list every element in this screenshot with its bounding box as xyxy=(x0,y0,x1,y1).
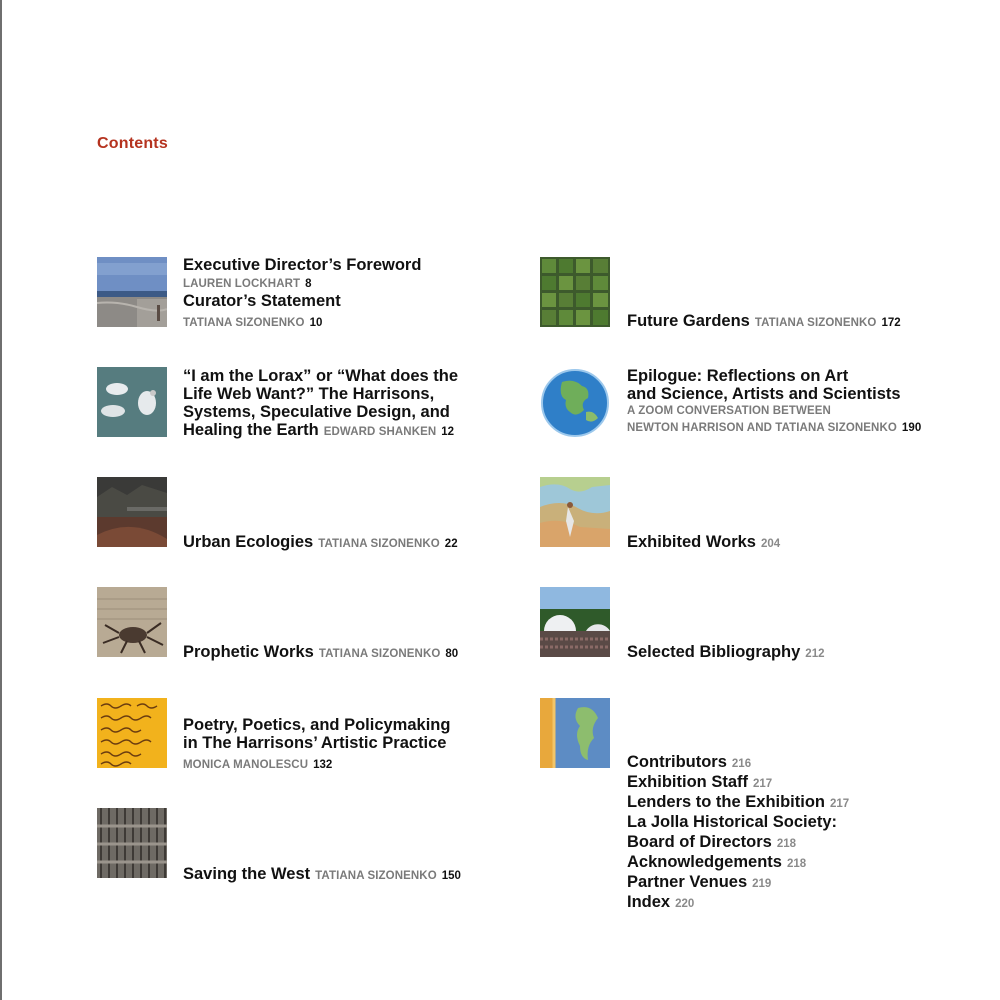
backmatter-item[interactable]: La Jolla Historical Society: xyxy=(627,813,837,831)
backmatter-item[interactable]: Index 220 xyxy=(627,893,695,911)
entry-author: TATIANA SIZONENKO xyxy=(754,317,877,329)
entry-title: Future Gardens xyxy=(627,312,750,330)
page-edge xyxy=(0,0,2,1000)
entry-title: Urban Ecologies xyxy=(183,533,314,551)
backmatter-item[interactable]: Contributors 216 xyxy=(627,753,752,771)
entry-author: TATIANA SIZONENKO xyxy=(318,648,441,660)
backmatter-item[interactable]: Partner Venues 219 xyxy=(627,873,772,891)
entry-title-line: Healing the Earth xyxy=(183,421,319,439)
entry-page: 12 xyxy=(441,426,455,438)
urban-ecologies-thumbnail xyxy=(97,477,167,547)
entry-title: Exhibited Works xyxy=(627,533,756,551)
entry-page: 22 xyxy=(444,538,458,550)
entry-page: 150 xyxy=(441,870,461,882)
entry-page: 190 xyxy=(901,422,922,434)
entry-page: 204 xyxy=(760,538,781,550)
backmatter-list xyxy=(627,753,849,913)
bibliography-thumbnail xyxy=(540,587,610,657)
entry-title: Saving the West xyxy=(183,865,311,883)
entry-page: 212 xyxy=(805,648,825,660)
toc-entry-poetry[interactable] xyxy=(183,716,450,773)
entry-page: 8 xyxy=(305,278,312,290)
entry-page: 132 xyxy=(313,759,333,771)
backmatter-item[interactable]: Board of Directors 218 xyxy=(627,833,797,851)
entry-title-line: “I am the Lorax” or “What does the xyxy=(183,367,459,385)
entry-page: 172 xyxy=(881,317,901,329)
entry-author: TATIANA SIZONENKO xyxy=(315,870,437,882)
entry-page: 80 xyxy=(445,648,459,660)
toc-entry-statement[interactable] xyxy=(183,292,341,331)
backmatter-map-thumbnail xyxy=(540,698,610,768)
prophetic-works-thumbnail xyxy=(97,587,167,657)
backmatter-item[interactable]: Lenders to the Exhibition 217 xyxy=(627,793,850,811)
exhibited-works-thumbnail xyxy=(540,477,610,547)
toc-entry-prophetic-works[interactable] xyxy=(183,643,458,663)
toc-entry-exhibited-works[interactable] xyxy=(627,533,780,553)
entry-title: Selected Bibliography xyxy=(627,643,801,661)
backmatter-item[interactable]: Exhibition Staff 217 xyxy=(627,773,773,791)
toc-entry-urban-ecologies[interactable] xyxy=(183,533,458,553)
entry-title-line: Poetry, Poetics, and Policymaking xyxy=(183,716,451,734)
entry-subtitle: A ZOOM CONVERSATION BETWEEN xyxy=(627,405,831,417)
entry-title-line: and Science, Artists and Scientists xyxy=(627,385,901,403)
toc-entry-future-gardens[interactable] xyxy=(627,312,901,332)
toc-entry-selected-bibliography[interactable] xyxy=(627,643,824,663)
entry-title-line: Epilogue: Reflections on Art xyxy=(627,367,849,385)
entry-author: MONICA MANOLESCU xyxy=(183,759,309,771)
entry-title-line: Life Web Want?” The Harrisons, xyxy=(183,385,435,403)
foreword-thumbnail xyxy=(97,257,167,327)
entry-title-line: Systems, Speculative Design, and xyxy=(183,403,450,421)
entry-subtitle: NEWTON HARRISON AND TATIANA SIZONENKO xyxy=(627,422,897,434)
epilogue-globe-thumbnail xyxy=(540,368,610,438)
page-title: Contents xyxy=(97,135,168,152)
entry-author: TATIANA SIZONENKO xyxy=(318,538,440,550)
entry-title: Curator’s Statement xyxy=(183,292,341,310)
future-gardens-thumbnail xyxy=(540,257,610,327)
lorax-thumbnail xyxy=(97,367,167,437)
entry-title: Prophetic Works xyxy=(183,643,314,661)
backmatter-item[interactable]: Acknowledgements 218 xyxy=(627,853,807,871)
entry-author: LAUREN LOCKHART xyxy=(183,278,301,290)
entry-title: Executive Director’s Foreword xyxy=(183,256,422,274)
toc-entry-lorax[interactable] xyxy=(183,367,458,441)
toc-entry-epilogue[interactable] xyxy=(627,367,921,437)
toc-entry-foreword[interactable] xyxy=(183,256,421,292)
entry-author: EDWARD SHANKEN xyxy=(323,426,437,438)
entry-page: 10 xyxy=(309,317,323,329)
saving-the-west-thumbnail xyxy=(97,808,167,878)
toc-entry-saving-the-west[interactable] xyxy=(183,865,461,885)
poetry-thumbnail xyxy=(97,698,167,768)
entry-author: TATIANA SIZONENKO xyxy=(183,317,305,329)
entry-title-line: in The Harrisons’ Artistic Practice xyxy=(183,734,447,752)
